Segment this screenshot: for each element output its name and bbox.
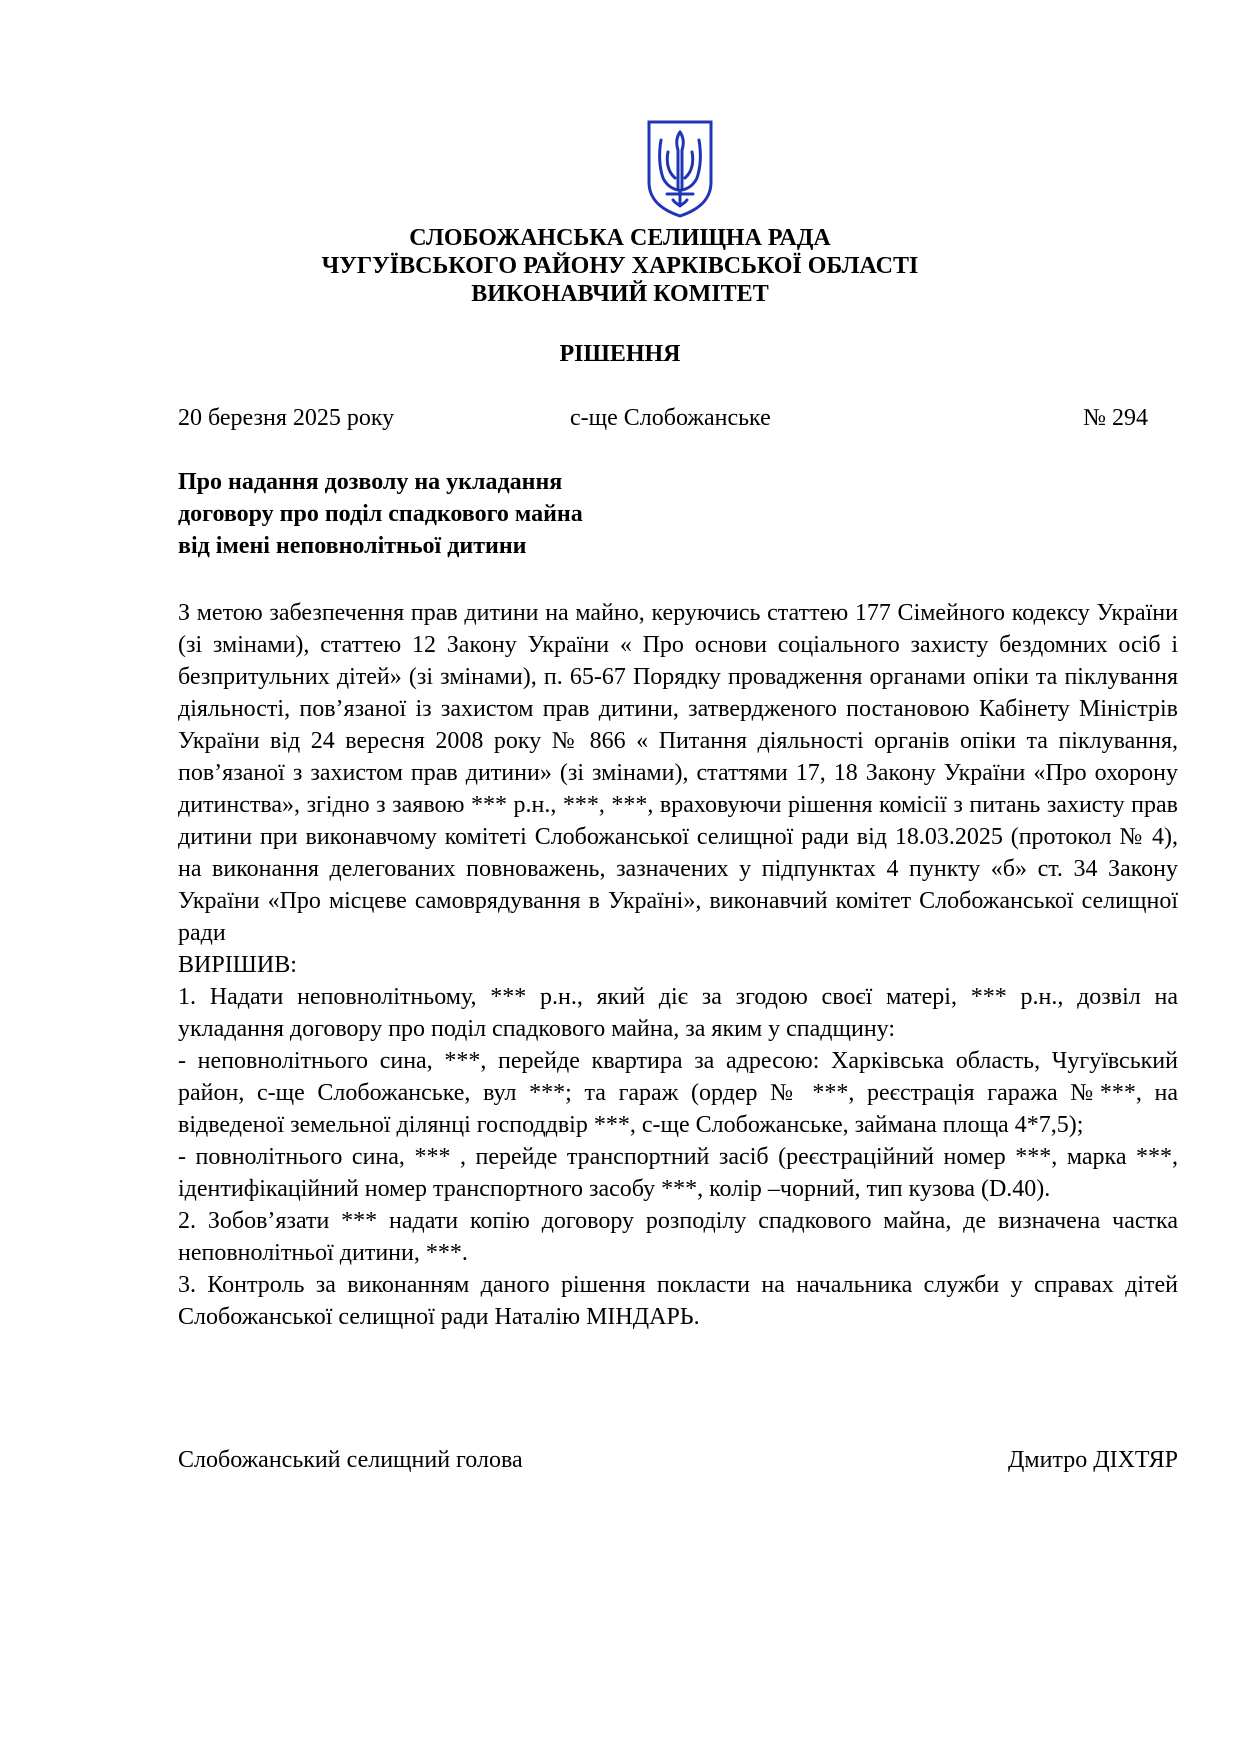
document-title: РІШЕННЯ [559, 341, 681, 367]
decision-item-3: 3. Контроль за виконанням даного рішення покласти на начальника служби у справах дітей Слобожанської селищної ради Наталію МІНДАРЬ. [178, 1272, 1178, 1330]
council-name: СЛОБОЖАНСЬКА СЕЛИЩНА РАДА [409, 225, 831, 251]
signatory-position: Слобожанський селищний голова [178, 1447, 523, 1473]
decision-item-1: 1. Надати неповнолітньому, *** р.н., який діє за згодою своєї матері, *** р.н., дозвіл на укладання договору про поділ спадкового майна, за яким у спадщину: [178, 984, 1178, 1042]
committee-name: ВИКОНАВЧИЙ КОМІТЕТ [471, 281, 769, 307]
district-name: ЧУГУЇВСЬКОГО РАЙОНУ ХАРКІВСЬКОЇ ОБЛАСТІ [321, 253, 919, 279]
decision-item-1b: - повнолітнього сина, *** , перейде транспортний засіб (реєстраційний номер ***, марка ***, ідентифікаційний номер транспортного засобу ***, колір –чорний, тип кузова (D.40). [178, 1144, 1178, 1202]
decided-heading: ВИРІШИВ: [178, 952, 297, 978]
decision-place: с-ще Слобожанське [570, 405, 771, 431]
subject-line: договору про поділ спадкового майна [178, 501, 583, 527]
decision-date: 20 березня 2025 року [178, 405, 395, 431]
signatory-name: Дмитро ДІХТЯР [1008, 1447, 1178, 1473]
subject-line: від імені неповнолітньої дитини [178, 533, 527, 559]
preamble-paragraph: З метою забезпечення прав дитини на майно, керуючись статтею 177 Сімейного кодексу України (зі змінами), статтею 12 Закону України « Про основи соціального захисту бездомних осіб і безпритульних дітей» (зі змінами), п. 65-67 Порядку провадження органами опіки та піклування діяльності, пов’язаної із захистом прав дитини, затвердженого постановою Кабінету Міністрів України від 24 вересня 2008 року № 866 « Питання діяльності органів опіки та піклування, пов’язаної з захистом прав дитини» (зі змінами), статтями 17, 18 Закону України «Про охорону дитинства», згідно з заявою *** р.н., ***, ***, враховуючи рішення комісії з питань захисту прав дитини при виконавчому комітеті Слобожанської селищної ради від 18.03.2025 (протокол № 4), на виконання делегованих повноважень, зазначених у підпунктах 4 пункту «б» ст. 34 Закону України «Про місцеве самоврядування в Україні», виконавчий комітет Слобожанської селищної ради [178, 600, 1178, 946]
decision-number: № 294 [1083, 405, 1148, 431]
trident-emblem-icon [645, 118, 715, 218]
decision-subject [178, 466, 583, 562]
decision-item-1a: - неповнолітнього сина, ***, перейде квартира за адресою: Харківська область, Чугуївський район, с-ще Слобожанське, вул ***; та гараж (ордер № ***, реєстрація гаража №***, на відведеної земельної ділянці господдвір ***, с-ще Слобожанське, займана площа 4*7,5); [178, 1048, 1178, 1138]
decision-body [178, 597, 1178, 1333]
decision-item-2: 2. Зобов’язати *** надати копію договору розподілу спадкового майна, де визначена частка неповнолітньої дитини, ***. [178, 1208, 1178, 1266]
subject-line: Про надання дозволу на укладання [178, 469, 563, 495]
